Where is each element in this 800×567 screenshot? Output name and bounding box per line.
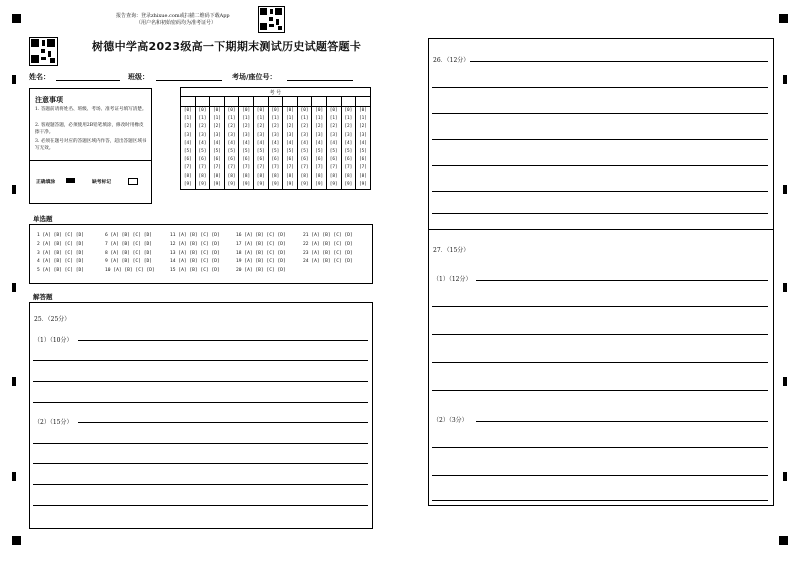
q26-box bbox=[428, 38, 774, 230]
notice-item: 1. 答题前请将姓名、班级、考场、准考证号填写清楚。 bbox=[35, 107, 147, 112]
qr-code-icon bbox=[258, 6, 285, 33]
exam-digit-bubble[interactable]: [0] bbox=[224, 107, 239, 115]
exam-digit-bubble[interactable]: [1] bbox=[210, 115, 225, 123]
exam-digit-bubble[interactable]: [6] bbox=[297, 156, 312, 164]
exam-digit-bubble[interactable]: [0] bbox=[195, 107, 210, 115]
exam-number-input-cell[interactable] bbox=[297, 97, 312, 107]
exam-digit-bubble[interactable]: [7] bbox=[224, 164, 239, 172]
exam-digit-bubble[interactable]: [9] bbox=[312, 181, 327, 189]
exam-digit-bubble[interactable]: [9] bbox=[283, 181, 298, 189]
exam-digit-bubble[interactable]: [2] bbox=[268, 123, 283, 131]
answer-writing-line[interactable] bbox=[432, 475, 768, 476]
exam-digit-bubble[interactable]: [1] bbox=[181, 115, 195, 123]
exam-digit-bubble[interactable]: [1] bbox=[312, 115, 327, 123]
notice-item: 3. 必须在题号对应的答题区域内作答，超出答题区域书写无效。 bbox=[35, 139, 147, 151]
exam-digit-bubble[interactable]: [7] bbox=[195, 164, 210, 172]
answer-writing-line[interactable] bbox=[33, 402, 368, 403]
answer-writing-line[interactable] bbox=[33, 381, 368, 382]
mc-question-row[interactable]: 17 [A] [B] [C] [D] bbox=[236, 241, 286, 247]
exam-digit-bubble[interactable]: [0] bbox=[283, 107, 298, 115]
exam-digit-bubble[interactable]: [7] bbox=[312, 164, 327, 172]
exam-digit-bubble[interactable]: [9] bbox=[358, 181, 367, 187]
exam-digit-bubble[interactable]: [8] bbox=[326, 173, 341, 181]
mc-section-title: 单选题 bbox=[33, 215, 53, 223]
exam-digit-bubble[interactable]: [2] bbox=[195, 123, 210, 131]
mc-question-row[interactable]: 8 [A] [B] [C] [D] bbox=[105, 250, 153, 256]
q27-box bbox=[428, 229, 774, 506]
exam-digit-bubble[interactable]: [8] bbox=[181, 173, 195, 181]
exam-digit-bubble[interactable]: [5] bbox=[181, 148, 195, 156]
corner-mark-top-right bbox=[779, 14, 788, 23]
absent-checkbox[interactable] bbox=[128, 178, 138, 185]
qr-code-icon bbox=[29, 37, 58, 66]
exam-digit-bubble[interactable]: [2] bbox=[283, 123, 298, 131]
answer-writing-line[interactable] bbox=[476, 421, 768, 422]
mc-answer-box bbox=[29, 224, 373, 284]
mc-question-row[interactable]: 16 [A] [B] [C] [D] bbox=[236, 233, 286, 238]
answer-writing-line[interactable] bbox=[470, 61, 768, 62]
mc-question-row[interactable]: 14 [A] [B] [C] [D] bbox=[170, 259, 220, 265]
exam-digit-bubble[interactable]: [6] bbox=[253, 156, 268, 164]
answer-writing-line[interactable] bbox=[432, 87, 768, 88]
exam-digit-bubble[interactable]: [8] bbox=[358, 173, 367, 179]
exam-number-input-cell[interactable] bbox=[356, 97, 371, 107]
exam-digit-bubble[interactable]: [5] bbox=[239, 148, 254, 156]
exam-digit-bubble[interactable]: [5] bbox=[210, 148, 225, 156]
exam-number-input-cell[interactable] bbox=[239, 97, 254, 107]
answer-writing-line[interactable] bbox=[432, 500, 768, 501]
mc-question-row[interactable]: 4 [A] [B] [C] [D] bbox=[37, 259, 85, 265]
exam-digit-bubble[interactable]: [1] bbox=[224, 115, 239, 123]
exam-number-input-cell[interactable] bbox=[326, 97, 341, 107]
timing-mark bbox=[783, 283, 787, 292]
exam-digit-bubble[interactable]: [5] bbox=[341, 148, 356, 156]
exam-digit-bubble[interactable]: [8] bbox=[224, 173, 239, 181]
page-title: 树德中学高2023级高一下期期末测试历史试题答题卡 bbox=[92, 40, 362, 53]
mc-question-row[interactable]: 9 [A] [B] [C] [D] bbox=[105, 259, 153, 265]
exam-digit-bubble[interactable]: [4] bbox=[283, 140, 298, 148]
exam-digit-bubble[interactable]: [6] bbox=[195, 156, 210, 164]
exam-digit-bubble[interactable]: [1] bbox=[195, 115, 210, 123]
exam-digit-bubble[interactable]: [0] bbox=[312, 107, 327, 115]
exam-number-input-cell[interactable] bbox=[268, 97, 283, 107]
exam-digit-bubble[interactable]: [8] bbox=[253, 173, 268, 181]
exam-digit-bubble[interactable]: [3] bbox=[239, 132, 254, 140]
exam-digit-bubble[interactable]: [1] bbox=[297, 115, 312, 123]
answer-writing-line[interactable] bbox=[432, 213, 768, 214]
mc-question-row[interactable]: 23 [A] [B] [C] [D] bbox=[303, 250, 353, 256]
exam-digit-bubble[interactable]: [4] bbox=[297, 140, 312, 148]
timing-mark bbox=[783, 377, 787, 386]
exam-digit-bubble[interactable]: [3] bbox=[341, 132, 356, 140]
mc-question-row[interactable]: 12 [A] [B] [C] [D] bbox=[170, 241, 220, 247]
exam-digit-bubble[interactable]: [8] bbox=[312, 173, 327, 181]
exam-digit-bubble[interactable]: [6] bbox=[312, 156, 327, 164]
exam-digit-bubble[interactable]: [8] bbox=[283, 173, 298, 181]
exam-digit-bubble[interactable]: [6] bbox=[224, 156, 239, 164]
mc-question-row[interactable]: 3 [A] [B] [C] [D] bbox=[37, 250, 85, 256]
exam-digit-bubble[interactable]: [1] bbox=[358, 116, 367, 122]
timing-mark bbox=[12, 283, 16, 292]
exam-digit-bubble[interactable]: [9] bbox=[210, 181, 225, 189]
exam-digit-bubble[interactable]: [9] bbox=[253, 181, 268, 189]
exam-digit-bubble[interactable]: [7] bbox=[326, 164, 341, 172]
mc-question-row[interactable]: 21 [A] [B] [C] [D] bbox=[303, 233, 353, 238]
exam-digit-bubble[interactable]: [0] bbox=[358, 108, 367, 113]
mc-question-row[interactable]: 1 [A] [B] [C] [D] bbox=[37, 233, 85, 238]
exam-digit-bubble[interactable]: [2] bbox=[297, 123, 312, 131]
mc-question-row[interactable]: 18 [A] [B] [C] [D] bbox=[236, 250, 286, 256]
exam-digit-bubble[interactable]: [0] bbox=[239, 107, 254, 115]
timing-mark bbox=[783, 185, 787, 194]
exam-digit-bubble[interactable]: [7] bbox=[268, 164, 283, 172]
mc-question-row[interactable]: 6 [A] [B] [C] [D] bbox=[105, 233, 153, 238]
answer-writing-line[interactable] bbox=[33, 505, 368, 506]
exam-digit-bubble[interactable]: [3] bbox=[224, 132, 239, 140]
exam-digit-bubble[interactable]: [4] bbox=[195, 140, 210, 148]
exam-digit-bubble[interactable]: [4] bbox=[358, 140, 367, 146]
q25-box bbox=[29, 302, 373, 529]
exam-digit-bubble[interactable]: [7] bbox=[181, 164, 195, 172]
exam-digit-bubble[interactable]: [8] bbox=[268, 173, 283, 181]
exam-digit-bubble[interactable]: [0] bbox=[181, 107, 195, 115]
notice-box bbox=[29, 88, 152, 204]
exam-digit-bubble[interactable]: [7] bbox=[341, 164, 356, 172]
mc-question-row[interactable]: 11 [A] [B] [C] [D] bbox=[170, 233, 220, 238]
exam-digit-bubble[interactable]: [5] bbox=[326, 148, 341, 156]
corner-mark-top-left bbox=[12, 14, 21, 23]
exam-digit-bubble[interactable]: [3] bbox=[253, 132, 268, 140]
exam-digit-bubble[interactable]: [4] bbox=[181, 140, 195, 148]
exam-digit-bubble[interactable]: [9] bbox=[341, 181, 356, 189]
q25-label: 25．（25分） bbox=[34, 316, 71, 323]
answer-writing-line[interactable] bbox=[78, 340, 368, 341]
mc-question-row[interactable]: 7 [A] [B] [C] [D] bbox=[105, 241, 153, 247]
answer-writing-line[interactable] bbox=[432, 139, 768, 140]
timing-mark bbox=[783, 75, 787, 84]
answer-writing-line[interactable] bbox=[33, 484, 368, 485]
exam-digit-bubble[interactable]: [5] bbox=[297, 148, 312, 156]
exam-digit-bubble[interactable]: [7] bbox=[210, 164, 225, 172]
exam-digit-bubble[interactable]: [6] bbox=[358, 157, 367, 163]
exam-digit-bubble[interactable]: [5] bbox=[283, 148, 298, 156]
exam-digit-bubble[interactable]: [3] bbox=[312, 132, 327, 140]
mc-question-row[interactable]: 20 [A] [B] [C] [D] bbox=[236, 268, 286, 274]
exam-digit-bubble[interactable]: [9] bbox=[326, 181, 341, 189]
exam-digit-bubble[interactable]: [2] bbox=[326, 123, 341, 131]
exam-digit-bubble[interactable]: [7] bbox=[297, 164, 312, 172]
timing-mark bbox=[783, 472, 787, 481]
report-notice-sub: （用户名和初始密码均为准考证号） bbox=[136, 20, 217, 26]
exam-number-grid bbox=[180, 87, 371, 190]
fill-correct-label: 正确填涂 bbox=[36, 180, 56, 185]
exam-digit-bubble[interactable]: [8] bbox=[210, 173, 225, 181]
answer-writing-line[interactable] bbox=[432, 165, 768, 166]
corner-mark-bottom-right bbox=[779, 536, 788, 545]
exam-digit-bubble[interactable]: [8] bbox=[297, 173, 312, 181]
mc-question-row[interactable]: 10 [A] [B] [C] [D] bbox=[105, 268, 155, 274]
exam-digit-bubble[interactable]: [2] bbox=[341, 123, 356, 131]
exam-digit-bubble[interactable]: [3] bbox=[268, 132, 283, 140]
exam-number-input-cell[interactable] bbox=[224, 97, 239, 107]
exam-digit-bubble[interactable]: [9] bbox=[268, 181, 283, 189]
exam-digit-bubble[interactable]: [6] bbox=[239, 156, 254, 164]
exam-digit-bubble[interactable]: [6] bbox=[341, 156, 356, 164]
exam-digit-bubble[interactable]: [9] bbox=[181, 181, 195, 189]
absent-label: 缺考标记 bbox=[92, 180, 112, 185]
exam-digit-bubble[interactable]: [6] bbox=[181, 156, 195, 164]
exam-digit-bubble[interactable]: [4] bbox=[239, 140, 254, 148]
exam-digit-bubble[interactable]: [3] bbox=[297, 132, 312, 140]
exam-digit-bubble[interactable]: [7] bbox=[358, 165, 367, 171]
exam-digit-bubble[interactable]: [6] bbox=[268, 156, 283, 164]
exam-digit-bubble[interactable]: [5] bbox=[195, 148, 210, 156]
exam-digit-bubble[interactable]: [5] bbox=[312, 148, 327, 156]
exam-digit-bubble[interactable]: [4] bbox=[326, 140, 341, 148]
exam-digit-bubble[interactable]: [1] bbox=[283, 115, 298, 123]
exam-digit-bubble[interactable]: [4] bbox=[341, 140, 356, 148]
exam-digit-bubble[interactable]: [9] bbox=[239, 181, 254, 189]
exam-digit-bubble[interactable]: [4] bbox=[210, 140, 225, 148]
exam-digit-bubble[interactable]: [0] bbox=[326, 107, 341, 115]
exam-digit-bubble[interactable]: [5] bbox=[358, 149, 367, 155]
exam-digit-bubble[interactable]: [3] bbox=[326, 132, 341, 140]
exam-digit-bubble[interactable]: [2] bbox=[312, 123, 327, 131]
q25-part1-label: （1）（10分） bbox=[34, 337, 73, 344]
q27-part2-label: （2）（3分） bbox=[433, 417, 468, 424]
mc-question-row[interactable]: 24 [A] [B] [C] [D] bbox=[303, 259, 353, 265]
answer-writing-line[interactable] bbox=[432, 113, 768, 114]
timing-mark bbox=[12, 75, 16, 84]
timing-mark bbox=[12, 377, 16, 386]
exam-digit-bubble[interactable]: [2] bbox=[358, 124, 367, 130]
mc-question-row[interactable]: 19 [A] [B] [C] [D] bbox=[236, 259, 286, 265]
exam-digit-bubble[interactable]: [9] bbox=[195, 181, 210, 189]
exam-digit-bubble[interactable]: [4] bbox=[253, 140, 268, 148]
fill-correct-sample bbox=[66, 178, 75, 183]
exam-digit-bubble[interactable]: [2] bbox=[224, 123, 239, 131]
seat-label: 考场/座位号： bbox=[232, 73, 277, 81]
answer-writing-line[interactable] bbox=[33, 443, 368, 444]
notice-item: 2. 客观题答题，必须使用2B铅笔填涂，修改时用橡皮擦干净。 bbox=[35, 123, 144, 135]
mc-question-row[interactable]: 2 [A] [B] [C] [D] bbox=[37, 241, 85, 247]
exam-digit-bubble[interactable]: [3] bbox=[283, 132, 298, 140]
corner-mark-bottom-left bbox=[12, 536, 21, 545]
exam-digit-bubble[interactable]: [1] bbox=[268, 115, 283, 123]
exam-number-input-cell[interactable] bbox=[341, 97, 356, 107]
name-label: 姓名： bbox=[29, 73, 50, 81]
exam-digit-bubble[interactable]: [4] bbox=[224, 140, 239, 148]
exam-digit-bubble[interactable]: [9] bbox=[297, 181, 312, 189]
answer-writing-line[interactable] bbox=[33, 463, 368, 464]
answer-writing-line[interactable] bbox=[432, 390, 768, 391]
exam-digit-bubble[interactable]: [2] bbox=[239, 123, 254, 131]
exam-digit-bubble[interactable]: [1] bbox=[341, 115, 356, 123]
exam-digit-bubble[interactable]: [8] bbox=[195, 173, 210, 181]
exam-digit-bubble[interactable]: [8] bbox=[239, 173, 254, 181]
exam-digit-bubble[interactable]: [6] bbox=[326, 156, 341, 164]
exam-digit-bubble[interactable]: [0] bbox=[341, 107, 356, 115]
exam-digit-bubble[interactable]: [1] bbox=[253, 115, 268, 123]
exam-digit-bubble[interactable]: [0] bbox=[297, 107, 312, 115]
exam-digit-bubble[interactable]: [0] bbox=[253, 107, 268, 115]
answer-writing-line[interactable] bbox=[432, 447, 768, 448]
exam-digit-bubble[interactable]: [2] bbox=[253, 123, 268, 131]
name-field[interactable] bbox=[56, 80, 120, 81]
answer-writing-line[interactable] bbox=[78, 422, 368, 423]
exam-digit-bubble[interactable]: [8] bbox=[341, 173, 356, 181]
exam-digit-bubble[interactable]: [3] bbox=[358, 132, 367, 138]
answer-writing-line[interactable] bbox=[432, 334, 768, 335]
exam-digit-bubble[interactable]: [7] bbox=[283, 164, 298, 172]
exam-digit-bubble[interactable]: [5] bbox=[224, 148, 239, 156]
exam-digit-bubble[interactable]: [9] bbox=[224, 181, 239, 189]
exam-digit-bubble[interactable]: [5] bbox=[268, 148, 283, 156]
exam-number-header: 考 号 bbox=[181, 88, 371, 97]
exam-digit-bubble[interactable]: [6] bbox=[283, 156, 298, 164]
exam-digit-bubble[interactable]: [2] bbox=[181, 123, 195, 131]
exam-digit-bubble[interactable]: [3] bbox=[195, 132, 210, 140]
class-field[interactable] bbox=[156, 80, 222, 81]
exam-number-input-cell[interactable] bbox=[210, 97, 225, 107]
answer-writing-line[interactable] bbox=[476, 280, 768, 281]
exam-digit-bubble[interactable]: [1] bbox=[239, 115, 254, 123]
timing-mark bbox=[12, 185, 16, 194]
exam-number-input-cell[interactable] bbox=[253, 97, 268, 107]
q26-label: 26．（12分） bbox=[433, 57, 470, 64]
notice-title: 注意事项 bbox=[35, 96, 63, 104]
exam-digit-bubble[interactable]: [3] bbox=[181, 132, 195, 140]
answer-writing-line[interactable] bbox=[33, 360, 368, 361]
exam-digit-bubble[interactable]: [3] bbox=[210, 132, 225, 140]
answer-writing-line[interactable] bbox=[432, 362, 768, 363]
exam-digit-bubble[interactable]: [0] bbox=[268, 107, 283, 115]
exam-digit-bubble[interactable]: [4] bbox=[312, 140, 327, 148]
answer-section-title: 解答题 bbox=[33, 293, 53, 301]
exam-digit-bubble[interactable]: [7] bbox=[253, 164, 268, 172]
exam-digit-bubble[interactable]: [4] bbox=[268, 140, 283, 148]
mc-question-row[interactable]: 5 [A] [B] [C] [D] bbox=[37, 268, 85, 274]
exam-number-input-cell[interactable] bbox=[312, 97, 327, 107]
seat-field[interactable] bbox=[287, 80, 353, 81]
exam-number-input-cell[interactable] bbox=[181, 97, 196, 107]
exam-digit-bubble[interactable]: [2] bbox=[210, 123, 225, 131]
answer-writing-line[interactable] bbox=[432, 306, 768, 307]
q27-part1-label: （1）（12分） bbox=[433, 276, 472, 283]
mc-question-row[interactable]: 22 [A] [B] [C] [D] bbox=[303, 241, 353, 247]
class-label: 班级： bbox=[128, 73, 149, 81]
exam-digit-bubble[interactable]: [0] bbox=[210, 107, 225, 115]
exam-digit-bubble[interactable]: [6] bbox=[210, 156, 225, 164]
exam-digit-bubble[interactable]: [5] bbox=[253, 148, 268, 156]
exam-number-input-cell[interactable] bbox=[283, 97, 298, 107]
mc-question-row[interactable]: 15 [A] [B] [C] [D] bbox=[170, 268, 220, 274]
exam-number-input-cell[interactable] bbox=[195, 97, 210, 107]
timing-mark bbox=[12, 472, 16, 481]
mc-question-row[interactable]: 13 [A] [B] [C] [D] bbox=[170, 250, 220, 256]
report-notice: 报告查询：登录zhixue.com或扫描二维码下载App bbox=[116, 13, 230, 19]
q27-label: 27．（15分） bbox=[433, 247, 470, 254]
exam-digit-bubble[interactable]: [1] bbox=[326, 115, 341, 123]
answer-writing-line[interactable] bbox=[432, 191, 768, 192]
q25-part2-label: （2）（15分） bbox=[34, 419, 73, 426]
exam-digit-bubble[interactable]: [7] bbox=[239, 164, 254, 172]
